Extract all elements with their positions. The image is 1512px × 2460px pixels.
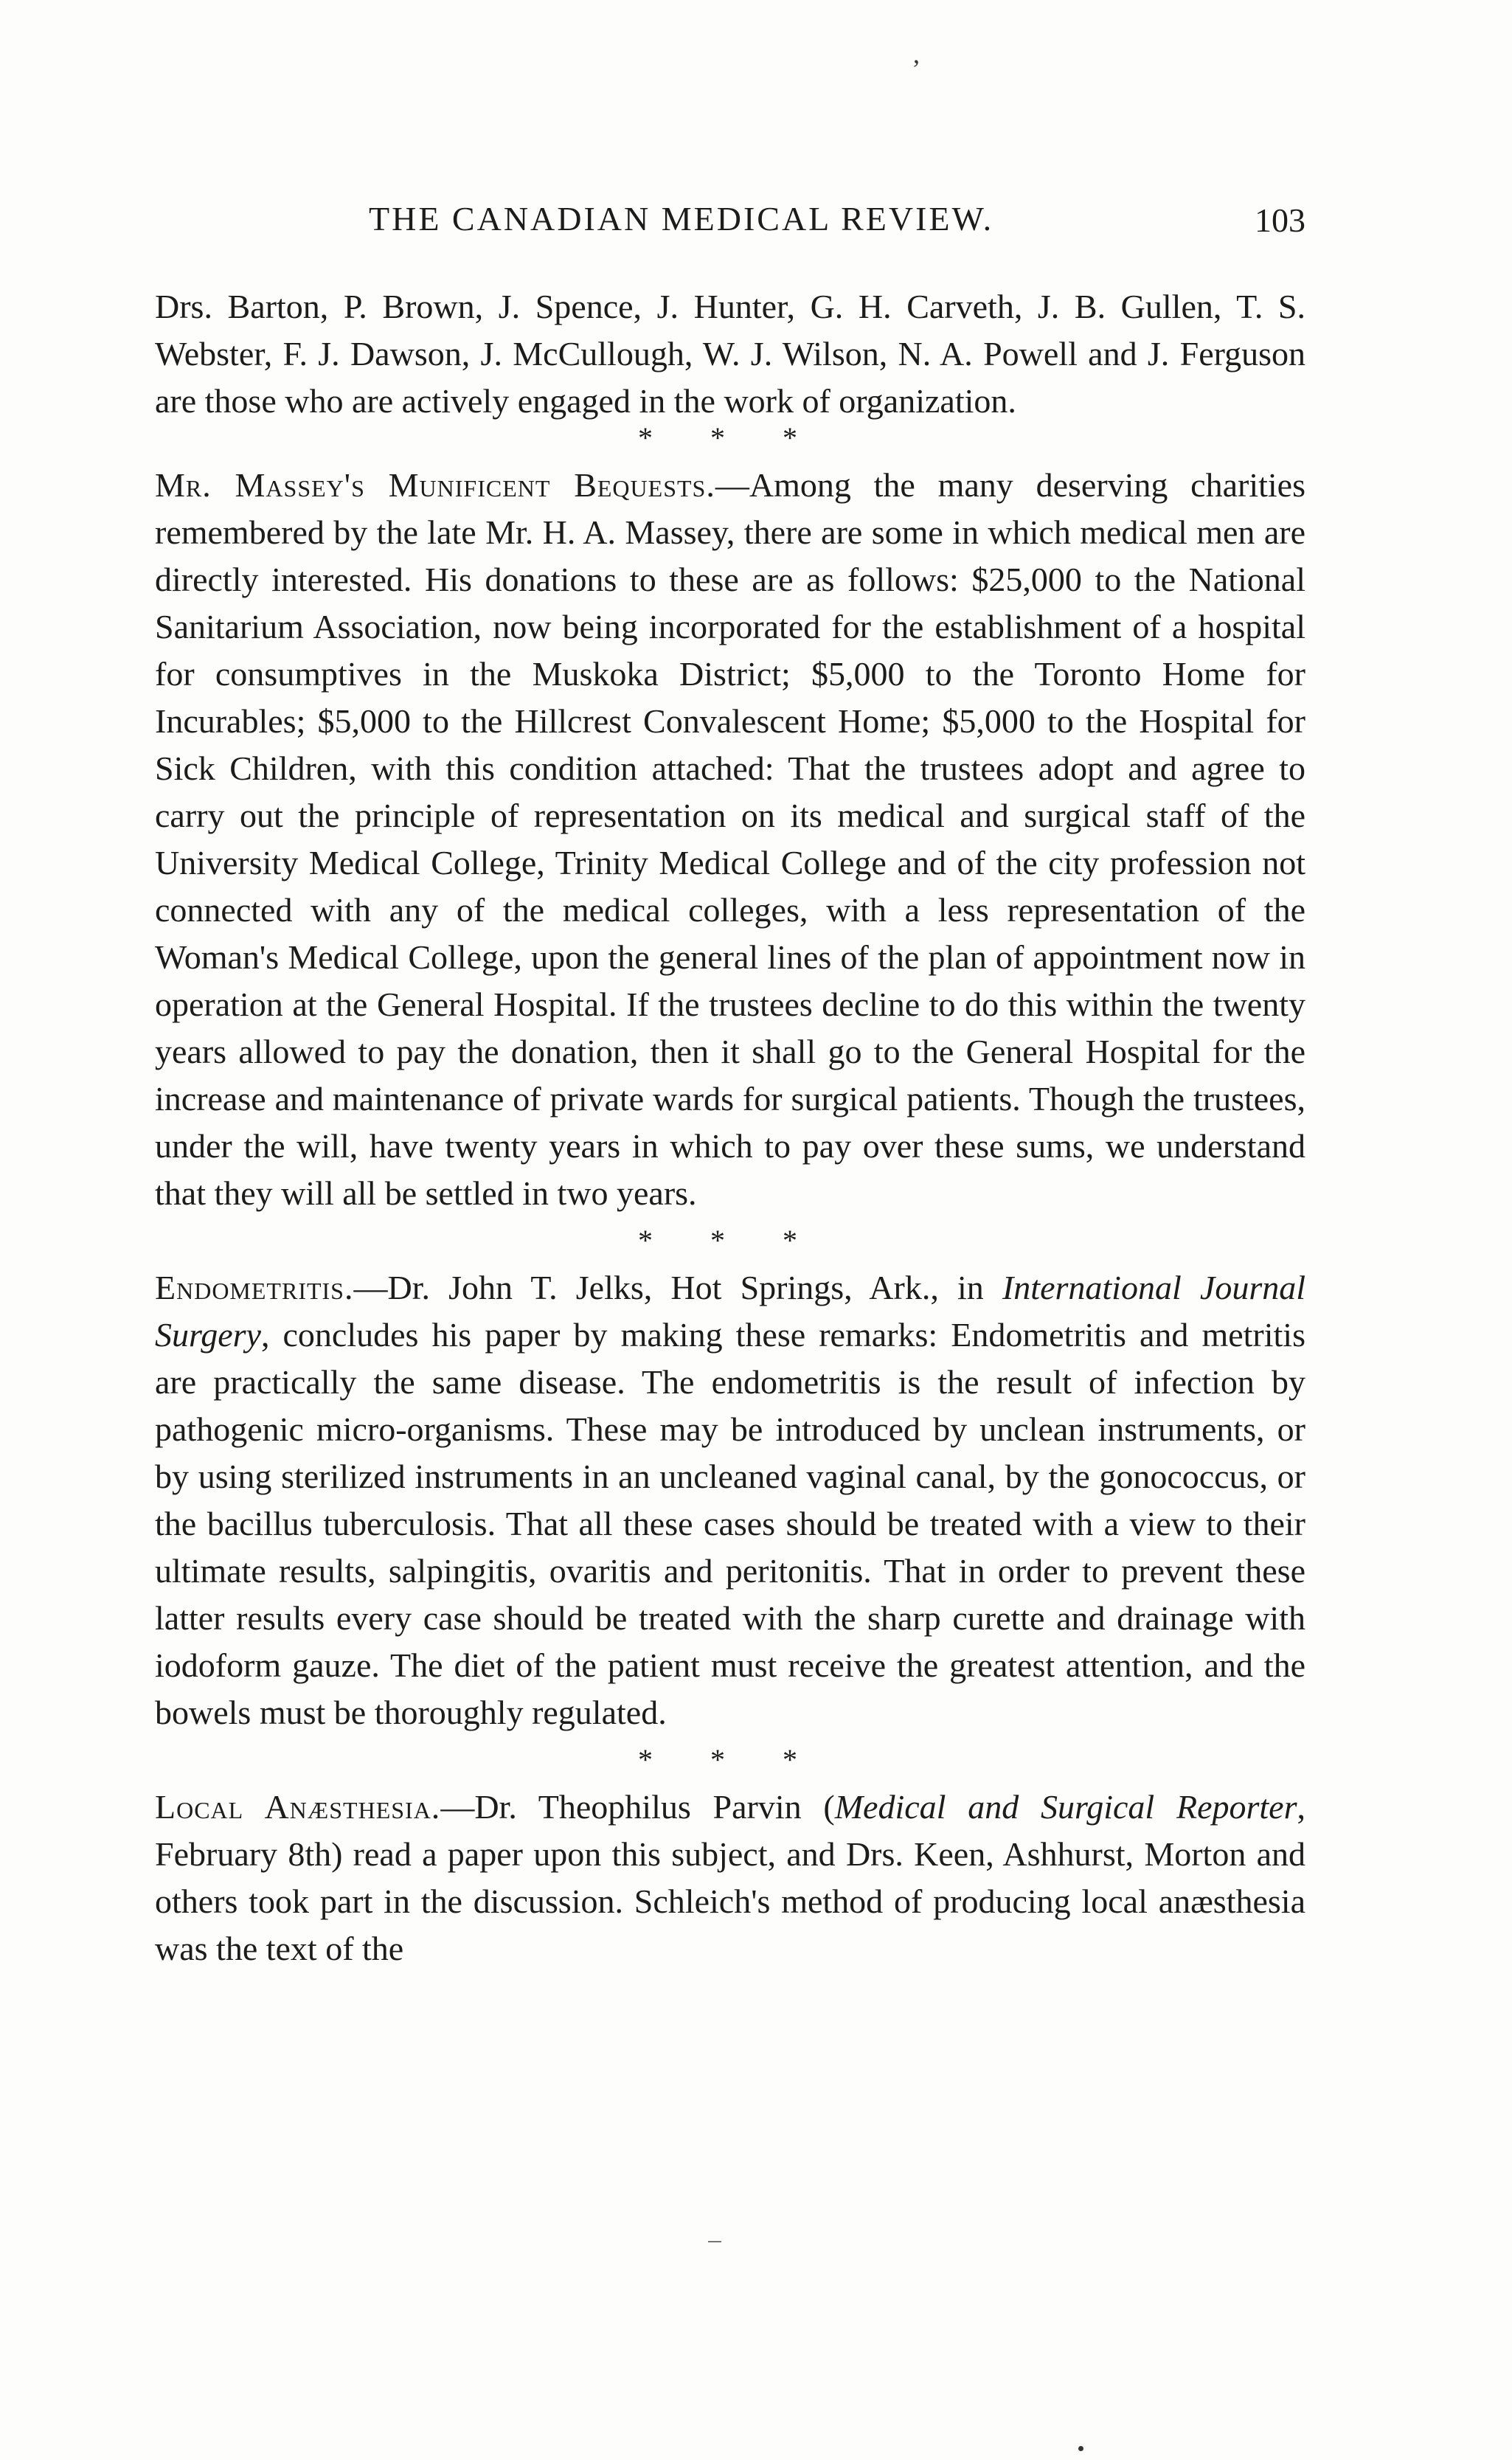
paragraph-body-anaesthesia-a: —Dr. Theophilus Parvin ( [440, 1788, 835, 1826]
paragraph-body-anaesthesia-b: , February 8th) read a paper upon this subject, and Drs. Keen, Ashhurst, Morton and others took part in the discussion. Schleich's method of producing local anæsthesia was the text of the [155, 1788, 1305, 1967]
paragraph-body-endometritis-b: , concludes his paper by making these remarks: Endometritis and metritis are practically the same disease. The endometritis is the result of infection by pathogenic micro-organisms. These may be introduced by unclean instruments, or by using sterilized instruments in an uncleaned vaginal canal, by the gonococcus, or the bacillus tuberculosis. That all these cases should be treated with a view to their ultimate results, salpingitis, ovaritis and peritonitis. That in order to prevent these latter results every case should be treated with the sharp curette and drainage with iodoform gauze. The diet of the patient must receive the greatest attention, and the bowels must be thoroughly regulated. [155, 1316, 1305, 1731]
paragraph-massey-bequests [155, 462, 1305, 1217]
section-heading-endometritis: Endometritis. [155, 1269, 354, 1306]
paragraph-endometritis [155, 1264, 1305, 1736]
bottom-ink-dot [1078, 2446, 1083, 2451]
paragraph-local-anaesthesia [155, 1784, 1305, 1972]
section-separator: * * * [638, 1743, 822, 1776]
bottom-ink-line [708, 2241, 721, 2242]
paragraph-body-endometritis-a: —Dr. John T. Jelks, Hot Springs, Ark., in [353, 1269, 1002, 1306]
section-separator: * * * [638, 1224, 822, 1257]
paragraph-body-massey: —Among the many deserving charities remembered by the late Mr. H. A. Massey, there are some in which medical men are directly interested. His donations to these are as follows: $25,000 to the National Sanitarium Association, now being incorporated for the establishment of a hospital for consumptives in the Muskoka District; $5,000 to the Toronto Home for Incurables; $5,000 to the Hillcrest Convalescent Home; $5,000 to the Hospital for Sick Children, with this condition attached: That the trustees adopt and agree to carry out the principle of representation on its medical and surgical staff of the University Medical College, Trinity Medical College and of the city profession not connected with any of the medical colleges, with a less representation of the Woman's Medical College, upon the general lines of the plan of appointment now in operation at the General Hospital. If the trustees decline to do this within the twenty years allowed to pay the donation, then it shall go to the General Hospital for the increase and maintenance of private wards for surgical patients. Though the trustees, under the will, have twenty years in which to pay over these sums, we understand that they will all be settled in two years. [155, 466, 1305, 1212]
running-title: THE CANADIAN MEDICAL REVIEW. [369, 200, 994, 238]
page-number: 103 [1255, 201, 1305, 239]
paragraph-organizers: Drs. Barton, P. Brown, J. Spence, J. Hunter, G. H. Carveth, J. B. Gullen, T. S. Webster, F. J. Dawson, J. McCullough, W. J. Wilson, N. A. Powell and J. Ferguson are those who are actively engaged in the work of organization. [155, 288, 1305, 420]
journal-page [155, 199, 1305, 1972]
page-header [155, 199, 1305, 251]
journal-title-reporter: Medical and Surgical Reporter [834, 1788, 1297, 1826]
section-heading-massey: Mr. Massey's Munificent Bequests. [155, 466, 715, 504]
journal-title-surgery: International Journal Surgery [155, 1269, 1305, 1354]
section-heading-anaesthesia: Local Anæsthesia. [155, 1788, 441, 1826]
section-separator: * * * [638, 421, 822, 454]
stray-ink-mark: , [913, 39, 920, 69]
